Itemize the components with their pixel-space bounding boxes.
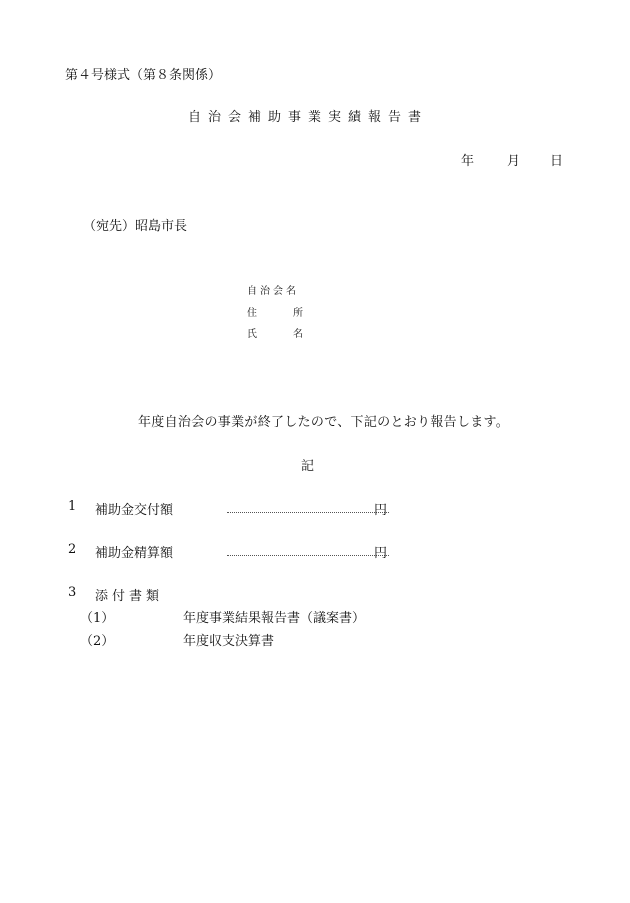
subsidy-granted-amount-line[interactable]: [227, 512, 389, 513]
date-year-label: 年: [461, 154, 475, 169]
report-body-text: 年度自治会の事業が終了したので、下記のとおり報告します。: [138, 415, 510, 430]
date-day-label: 日: [550, 154, 564, 169]
yen-unit: 円: [374, 546, 388, 561]
attachment-number: （1）: [80, 611, 115, 626]
addressee: （宛先）昭島市長: [83, 219, 188, 234]
association-name-label: 自治会名: [247, 286, 299, 297]
document-title: 自治会補助事業実績報告書: [188, 110, 429, 125]
subsidy-settled-amount-line[interactable]: [227, 555, 389, 556]
name-label-char2: 名: [293, 329, 303, 340]
address-label-char1: 住: [247, 308, 257, 319]
form-number: 第４号様式（第８条関係）: [65, 68, 222, 83]
date-month-label: 月: [507, 154, 521, 169]
address-label-char2: 所: [293, 308, 303, 319]
attachment-number: （2）: [80, 634, 115, 649]
subsidy-settled-label: 補助金精算額: [95, 546, 174, 561]
attachment-item: 年度収支決算書: [183, 634, 275, 649]
attachments-label: 添付書類: [95, 589, 164, 604]
attachment-item: 年度事業結果報告書（議案書）: [183, 611, 366, 626]
record-heading: 記: [301, 459, 315, 474]
item-number: 3: [68, 585, 77, 600]
item-number: 2: [68, 542, 77, 557]
yen-unit: 円: [374, 503, 388, 518]
item-number: 1: [68, 499, 77, 514]
subsidy-granted-label: 補助金交付額: [95, 503, 174, 518]
name-label-char1: 氏: [247, 329, 257, 340]
